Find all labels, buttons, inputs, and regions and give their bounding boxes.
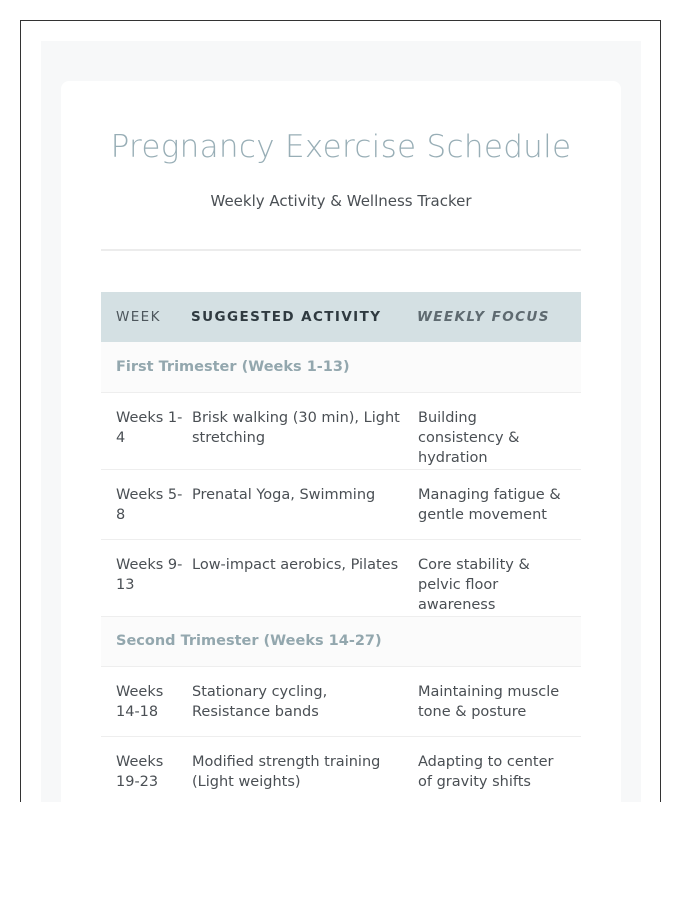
- page-background: [41, 41, 641, 802]
- activity-cell: Prenatal Yoga, Swimming: [192, 486, 376, 503]
- table-row: [101, 539, 581, 616]
- week-cell: Weeks 14-18: [116, 683, 164, 720]
- week-cell: Weeks 19-23: [116, 753, 164, 790]
- document-frame: [20, 20, 661, 802]
- focus-cell: Building consistency & hydration: [418, 409, 520, 466]
- section-row-first-trimester: [101, 342, 581, 392]
- column-header-week: WEEK: [116, 309, 161, 325]
- activity-cell: Brisk walking (30 min), Light stretching: [192, 409, 400, 446]
- divider: [101, 249, 581, 251]
- focus-cell: Adapting to center of gravity shifts: [418, 753, 554, 790]
- section-label: Second Trimester (Weeks 14-27): [116, 633, 382, 649]
- focus-cell: Managing fatigue & gentle movement: [418, 486, 561, 523]
- table-row: [101, 666, 581, 736]
- column-header-activity: SUGGESTED ACTIVITY: [191, 309, 382, 325]
- table-row: [101, 392, 581, 469]
- activity-cell: Modified strength training (Light weights): [192, 753, 381, 790]
- activity-cell: Stationary cycling, Resistance bands: [192, 683, 328, 720]
- table-row: [101, 736, 581, 802]
- week-cell: Weeks 5-8: [116, 486, 183, 523]
- focus-cell: Maintaining muscle tone & posture: [418, 683, 560, 720]
- week-cell: Weeks 1-4: [116, 409, 183, 446]
- table-row: [101, 469, 581, 539]
- focus-cell: Core stability & pelvic floor awareness: [418, 556, 530, 613]
- schedule-table: [101, 292, 581, 802]
- section-row-second-trimester: [101, 616, 581, 666]
- page-title: Pregnancy Exercise Schedule: [110, 129, 572, 165]
- table-header-row: [101, 292, 581, 342]
- week-cell: Weeks 9-13: [116, 556, 183, 593]
- page-subtitle: Weekly Activity & Wellness Tracker: [210, 192, 472, 210]
- section-label: First Trimester (Weeks 1-13): [116, 358, 350, 375]
- column-header-focus: WEEKLY FOCUS: [417, 309, 550, 325]
- activity-cell: Low-impact aerobics, Pilates: [192, 556, 399, 573]
- schedule-card: [61, 81, 621, 802]
